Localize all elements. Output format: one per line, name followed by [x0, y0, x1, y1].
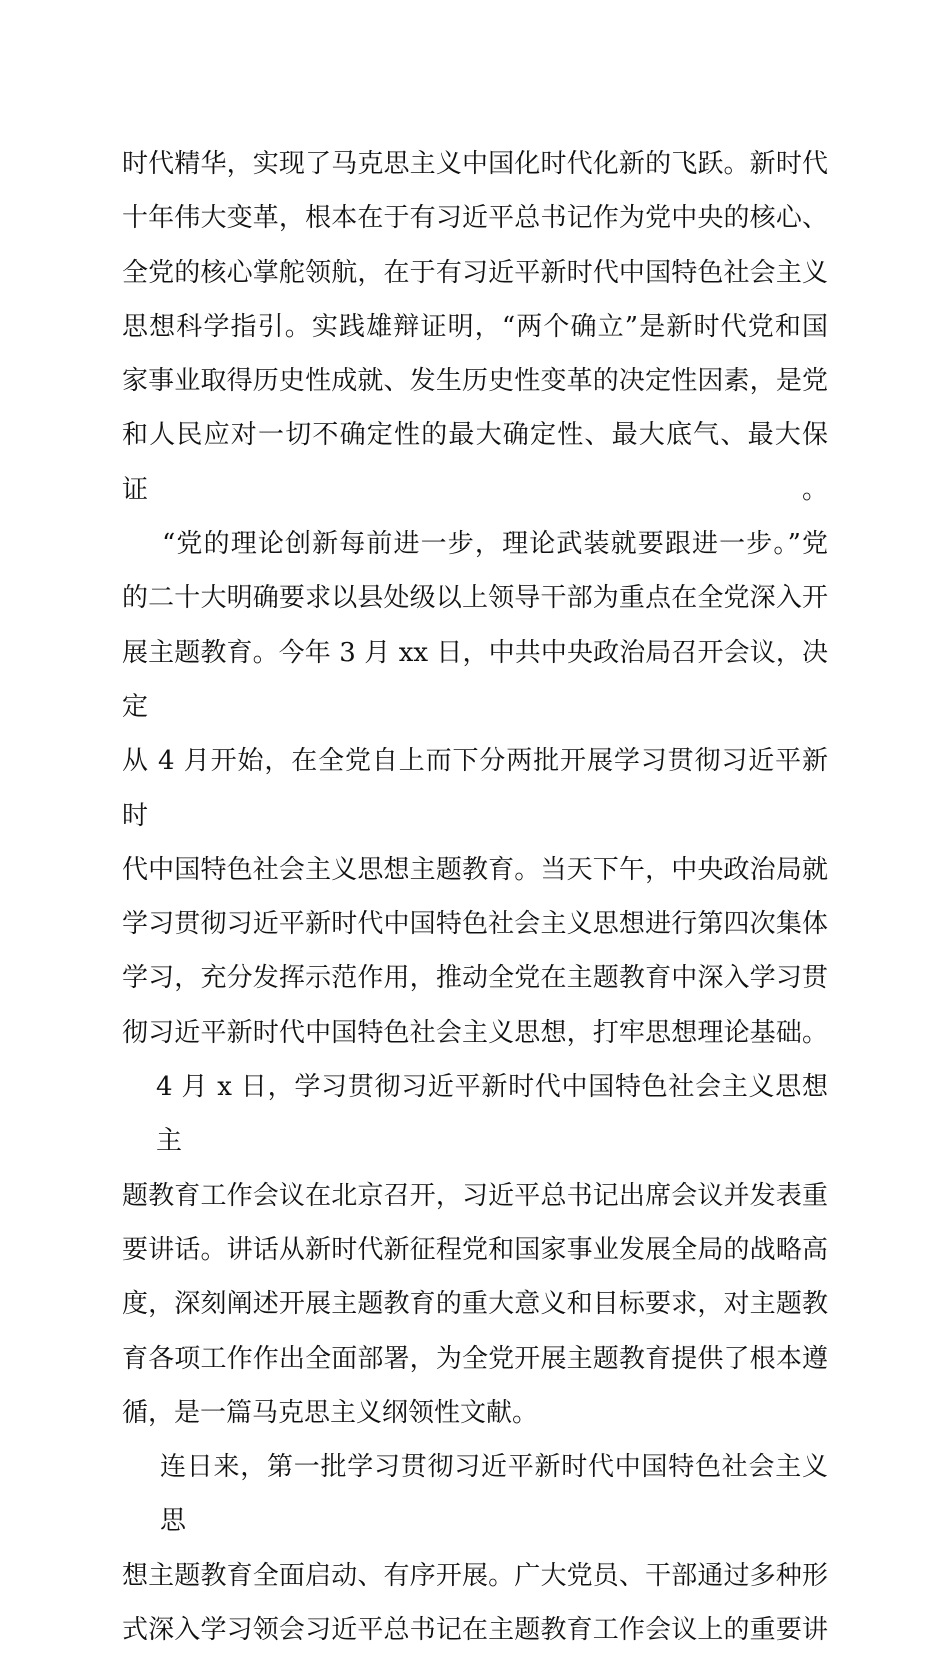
text-line: 学习贯彻习近平新时代中国特色社会主义思想进行第四次集体: [122, 909, 828, 940]
text-line: 家事业取得历史性成就、发生历史性变革的决定性因素，是党: [122, 366, 828, 397]
text-line: 和人民应对一切不确定性的最大确定性、最大底气、最大保证。: [122, 420, 828, 505]
text-line: 连日来，第一批学习贯彻习近平新时代中国特色社会主义思: [160, 1452, 828, 1537]
text-line: 十年伟大变革，根本在于有习近平总书记作为党中央的核心、: [122, 203, 828, 234]
text-line: 要讲话。讲话从新时代新征程党和国家事业发展全局的战略高: [122, 1234, 828, 1265]
text-line: 思想科学指引。实践雄辩证明，“两个确立”是新时代党和国: [122, 311, 828, 342]
paragraph-1: [122, 137, 828, 517]
text-line: 4 月 x 日，学习贯彻习近平新时代中国特色社会主义思想主: [156, 1072, 828, 1157]
document-body: [122, 137, 828, 1657]
text-line: 题教育工作会议在北京召开，习近平总书记出席会议并发表重: [122, 1180, 828, 1211]
paragraph-2: [122, 517, 828, 1060]
text-line: 展主题教育。今年 3 月 xx 日，中共中央政治局召开会议，决定: [122, 637, 828, 722]
paragraph-4: [122, 1440, 828, 1657]
text-line: 彻习近平新时代中国特色社会主义思想，打牢思想理论基础。: [122, 1017, 828, 1048]
text-line: 代中国特色社会主义思想主题教育。当天下午，中央政治局就: [122, 854, 828, 885]
text-line: 育各项工作作出全面部署，为全党开展主题教育提供了根本遵: [122, 1343, 828, 1374]
text-line: “党的理论创新每前进一步，理论武装就要跟进一步。”党: [162, 529, 828, 560]
text-line: 式深入学习领会习近平总书记在主题教育工作会议上的重要讲: [122, 1615, 828, 1646]
text-line: 循，是一篇马克思主义纲领性文献。: [122, 1397, 539, 1428]
text-line: 想主题教育全面启动、有序开展。广大党员、干部通过多种形: [122, 1560, 828, 1591]
text-line: 从 4 月开始，在全党自上而下分两批开展学习贯彻习近平新时: [122, 746, 828, 831]
text-line: 全党的核心掌舵领航，在于有习近平新时代中国特色社会主义: [122, 257, 828, 288]
paragraph-3: [122, 1060, 828, 1440]
text-line: 时代精华，实现了马克思主义中国化时代化新的飞跃。新时代: [122, 149, 828, 179]
text-line: 度，深刻阐述开展主题教育的重大意义和目标要求，对主题教: [122, 1289, 828, 1320]
text-line: 的二十大明确要求以县处级以上领导干部为重点在全党深入开: [122, 583, 828, 614]
text-line: 学习，充分发挥示范作用，推动全党在主题教育中深入学习贯: [122, 963, 828, 994]
